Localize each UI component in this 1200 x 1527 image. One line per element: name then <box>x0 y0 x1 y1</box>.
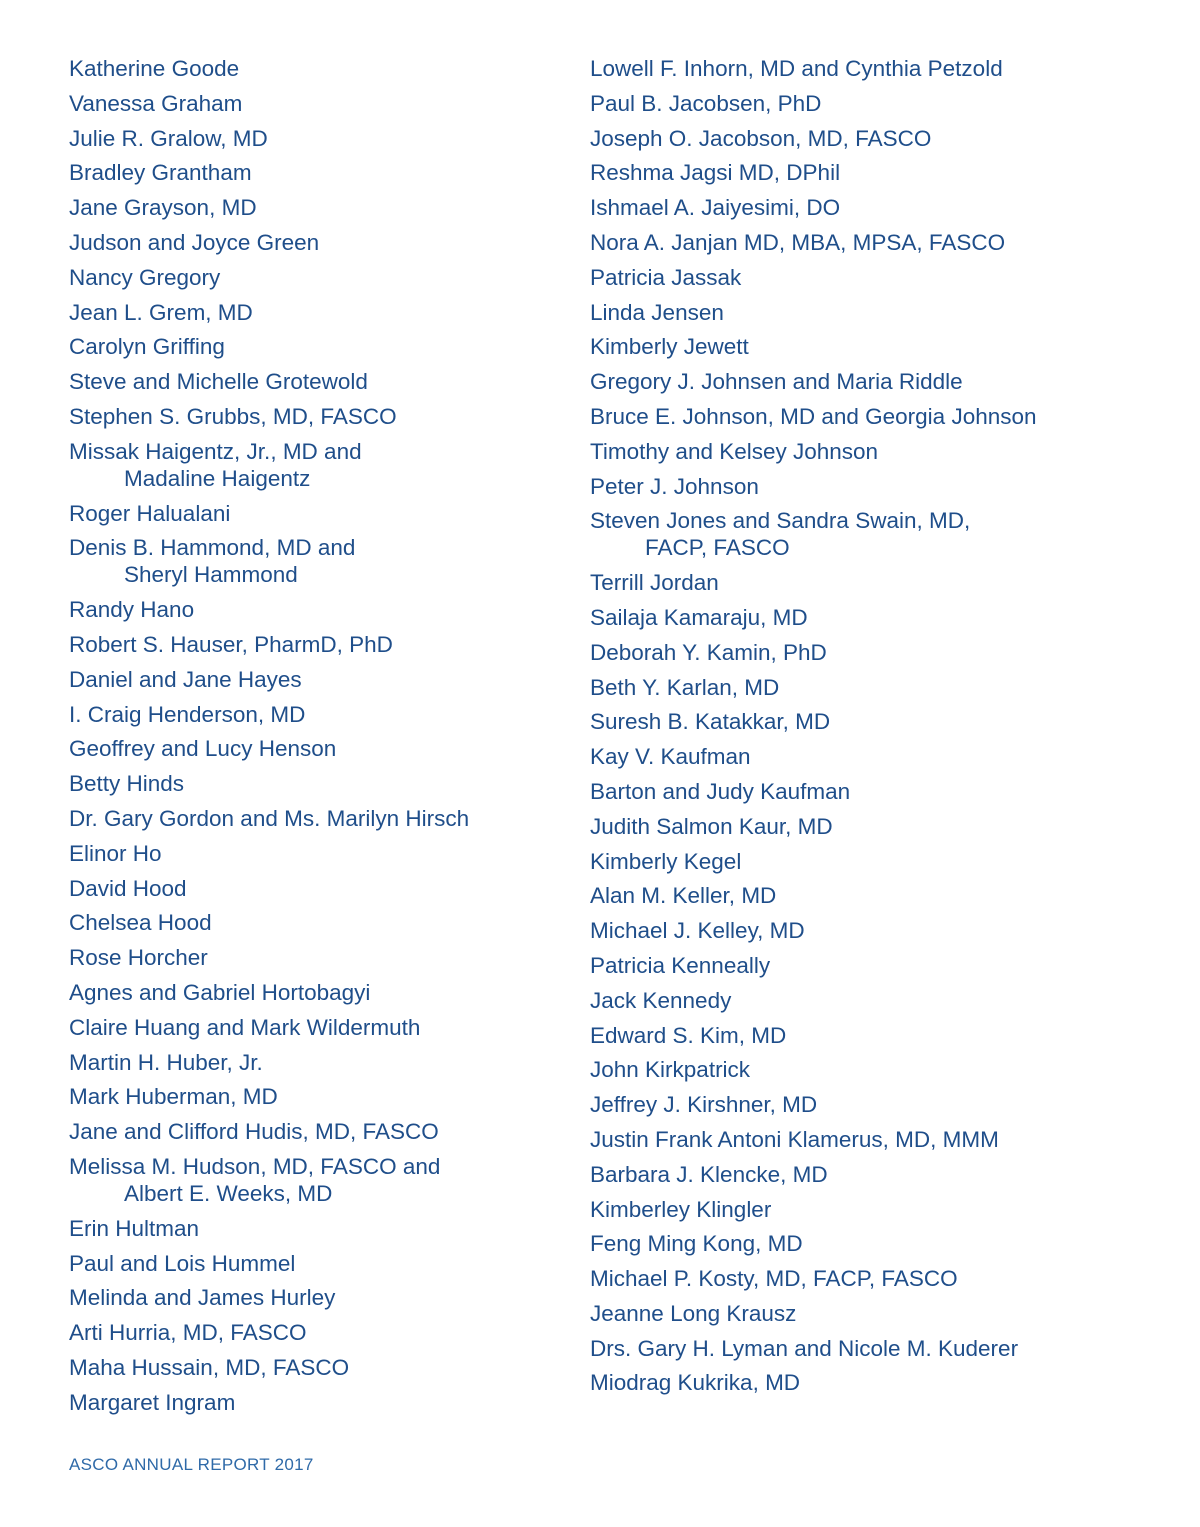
donor-name-line: Dr. Gary Gordon and Ms. Marilyn Hirsch <box>69 805 470 831</box>
donor-name-line: Patricia Kenneally <box>590 952 771 978</box>
donor-name <box>69 194 549 221</box>
donor-name-line: I. Craig Henderson, MD <box>69 701 306 727</box>
donor-name-line: Claire Huang and Mark Wildermuth <box>69 1014 421 1040</box>
donor-name-continuation: Albert E. Weeks, MD <box>124 1180 333 1206</box>
donor-name <box>69 333 549 360</box>
donor-name <box>590 708 1170 735</box>
donor-name-line: Roger Halualani <box>69 500 231 526</box>
donor-name <box>69 403 549 430</box>
donor-name-continuation: FACP, FASCO <box>645 535 790 561</box>
donor-name <box>69 1153 549 1207</box>
donor-name <box>590 1300 1170 1327</box>
donor-name-line: Vanessa Graham <box>69 90 243 116</box>
donor-name-line: Jane Grayson, MD <box>69 195 257 221</box>
donor-name-line: Robert S. Hauser, PharmD, PhD <box>69 631 393 657</box>
donor-name <box>590 1056 1170 1083</box>
donor-name-line: Edward S. Kim, MD <box>590 1022 787 1048</box>
donor-name <box>69 979 549 1006</box>
donor-name <box>590 882 1170 909</box>
donor-name-line: Rose Horcher <box>69 945 208 971</box>
donor-name-line: Chelsea Hood <box>69 910 212 936</box>
donor-name <box>590 368 1170 395</box>
donor-name <box>69 368 549 395</box>
donor-name-line: Judson and Joyce Green <box>69 229 320 255</box>
donor-name <box>69 909 549 936</box>
donor-name-line: Nora A. Janjan MD, MBA, MPSA, FASCO <box>590 229 1006 255</box>
donor-name-line: Jack Kennedy <box>590 987 732 1013</box>
donor-name <box>590 639 1170 666</box>
page-footer: ASCO ANNUAL REPORT 2017 <box>69 1455 314 1474</box>
donor-name <box>69 1389 549 1416</box>
donor-list-left <box>69 55 549 1423</box>
donor-name <box>69 534 549 588</box>
donor-name <box>590 1369 1170 1396</box>
donor-name <box>69 1354 549 1381</box>
donor-name <box>590 438 1170 465</box>
donor-name <box>590 813 1170 840</box>
donor-name-line: Paul and Lois Hummel <box>69 1250 296 1276</box>
donor-name <box>69 944 549 971</box>
donor-name-line: Sailaja Kamaraju, MD <box>590 604 808 630</box>
donor-name-line: Paul B. Jacobsen, PhD <box>590 90 822 116</box>
donor-name-line: Arti Hurria, MD, FASCO <box>69 1320 307 1346</box>
donor-name-line: Maha Hussain, MD, FASCO <box>69 1354 350 1380</box>
donor-list-right <box>590 55 1170 1404</box>
donor-name-line: Nancy Gregory <box>69 264 221 290</box>
donor-name-line: Justin Frank Antoni Klamerus, MD, MMM <box>590 1126 999 1152</box>
donor-name-line: Suresh B. Katakkar, MD <box>590 709 831 735</box>
donor-name-line: Melissa M. Hudson, MD, FASCO and <box>69 1153 441 1179</box>
donor-name-line: Agnes and Gabriel Hortobagyi <box>69 979 371 1005</box>
donor-name <box>69 1319 549 1346</box>
donor-name <box>69 596 549 623</box>
donor-name-line: Bradley Grantham <box>69 160 252 186</box>
donor-name-line: Linda Jensen <box>590 299 724 325</box>
donor-name-line: Reshma Jagsi MD, DPhil <box>590 160 841 186</box>
donor-name-line: Mark Huberman, MD <box>69 1084 278 1110</box>
donor-name <box>69 1014 549 1041</box>
donor-name-line: Elinor Ho <box>69 840 162 866</box>
donor-name <box>69 770 549 797</box>
donor-name <box>590 604 1170 631</box>
donor-name <box>590 674 1170 701</box>
donor-name-line: Steven Jones and Sandra Swain, MD, <box>590 508 971 534</box>
donor-name-line: Barton and Judy Kaufman <box>590 778 851 804</box>
donor-name-line: Katherine Goode <box>69 56 240 81</box>
donor-name-line: Jeffrey J. Kirshner, MD <box>590 1092 818 1118</box>
donor-name <box>69 438 549 492</box>
donor-name <box>590 194 1170 221</box>
donor-name-line: Judith Salmon Kaur, MD <box>590 813 833 839</box>
donor-name-line: Patricia Jassak <box>590 264 742 290</box>
donor-name <box>590 507 1170 561</box>
donor-name <box>590 264 1170 291</box>
donor-name <box>590 1022 1170 1049</box>
donor-name <box>69 840 549 867</box>
donor-name-line: Gregory J. Johnsen and Maria Riddle <box>590 369 963 395</box>
donor-name-line: Daniel and Jane Hayes <box>69 666 302 692</box>
donor-name-line: Jeanne Long Krausz <box>590 1300 797 1326</box>
donor-name <box>69 55 549 82</box>
donor-name <box>69 875 549 902</box>
donor-name <box>590 90 1170 117</box>
donor-name-line: Deborah Y. Kamin, PhD <box>590 639 827 665</box>
donor-name-line: Peter J. Johnson <box>590 473 759 499</box>
donor-name-line: Stephen S. Grubbs, MD, FASCO <box>69 403 397 429</box>
donor-name <box>69 735 549 762</box>
donor-name <box>590 55 1170 82</box>
donor-name <box>590 299 1170 326</box>
donor-name <box>590 987 1170 1014</box>
donor-name-line: Alan M. Keller, MD <box>590 883 777 909</box>
donor-name <box>590 917 1170 944</box>
donor-name <box>590 952 1170 979</box>
donor-name <box>69 1215 549 1242</box>
donor-name <box>69 1284 549 1311</box>
donor-name-line: Martin H. Huber, Jr. <box>69 1049 263 1075</box>
donor-name <box>69 701 549 728</box>
donor-name-line: Kimberly Kegel <box>590 848 742 874</box>
donor-name <box>69 1049 549 1076</box>
donor-name-line: Steve and Michelle Grotewold <box>69 369 368 395</box>
donor-name-line: Kimberly Jewett <box>590 334 749 360</box>
donor-name <box>69 666 549 693</box>
donor-name <box>590 1230 1170 1257</box>
donor-name <box>590 569 1170 596</box>
donor-name <box>69 631 549 658</box>
donor-name-line: Michael J. Kelley, MD <box>590 918 805 944</box>
donor-name-line: Betty Hinds <box>69 771 185 797</box>
donor-name-line: Julie R. Gralow, MD <box>69 125 268 151</box>
donor-name-line: Michael P. Kosty, MD, FACP, FASCO <box>590 1266 958 1292</box>
donor-name-line: Missak Haigentz, Jr., MD and <box>69 438 362 464</box>
donor-name-line: Drs. Gary H. Lyman and Nicole M. Kuderer <box>590 1335 1019 1361</box>
donor-name-line: Carolyn Griffing <box>69 334 225 360</box>
donor-name-line: Ishmael A. Jaiyesimi, DO <box>590 195 841 221</box>
donor-name-line: Denis B. Hammond, MD and <box>69 535 356 561</box>
donor-name-line: Joseph O. Jacobson, MD, FASCO <box>590 125 932 151</box>
donor-name <box>590 403 1170 430</box>
donor-name <box>590 1161 1170 1188</box>
donor-name <box>69 299 549 326</box>
donor-name-line: Lowell F. Inhorn, MD and Cynthia Petzold <box>590 56 1003 81</box>
donor-name <box>590 333 1170 360</box>
donor-name-line: Jane and Clifford Hudis, MD, FASCO <box>69 1119 439 1145</box>
donor-name-line: Melinda and James Hurley <box>69 1285 336 1311</box>
donor-name <box>590 1091 1170 1118</box>
donor-name-line: Geoffrey and Lucy Henson <box>69 736 337 762</box>
donor-name-line: Erin Hultman <box>69 1215 200 1241</box>
donor-name-continuation: Madaline Haigentz <box>124 465 311 491</box>
donor-name <box>590 159 1170 186</box>
donor-name-line: David Hood <box>69 875 187 901</box>
donor-name <box>590 778 1170 805</box>
donor-name <box>590 1196 1170 1223</box>
donor-name <box>69 264 549 291</box>
donor-name-line: Kay V. Kaufman <box>590 744 751 770</box>
donor-name <box>590 229 1170 256</box>
donor-name-line: Feng Ming Kong, MD <box>590 1231 803 1257</box>
donor-name-line: Terrill Jordan <box>590 570 719 596</box>
donor-name <box>590 125 1170 152</box>
donor-name <box>590 1265 1170 1292</box>
donor-name-line: Timothy and Kelsey Johnson <box>590 438 879 464</box>
donor-name-continuation: Sheryl Hammond <box>124 562 298 588</box>
donor-name <box>590 473 1170 500</box>
donor-name <box>69 90 549 117</box>
donor-name-line: John Kirkpatrick <box>590 1057 751 1083</box>
donor-name-line: Kimberley Klingler <box>590 1196 772 1222</box>
donor-name <box>69 1083 549 1110</box>
donor-name-line: Bruce E. Johnson, MD and Georgia Johnson <box>590 403 1037 429</box>
donor-name-line: Margaret Ingram <box>69 1389 236 1415</box>
donor-name-line: Randy Hano <box>69 597 195 623</box>
donor-name <box>590 848 1170 875</box>
donor-name <box>69 805 549 832</box>
donor-name <box>69 500 549 527</box>
donor-name <box>69 159 549 186</box>
donor-name <box>590 1335 1170 1362</box>
donor-name <box>590 743 1170 770</box>
donor-name-line: Miodrag Kukrika, MD <box>590 1370 801 1396</box>
donor-name <box>69 229 549 256</box>
donor-name <box>69 1118 549 1145</box>
donor-name-line: Beth Y. Karlan, MD <box>590 674 780 700</box>
donor-name <box>590 1126 1170 1153</box>
donor-name <box>69 125 549 152</box>
donor-name <box>69 1250 549 1277</box>
donor-name-line: Barbara J. Klencke, MD <box>590 1161 828 1187</box>
donor-name-line: Jean L. Grem, MD <box>69 299 253 325</box>
